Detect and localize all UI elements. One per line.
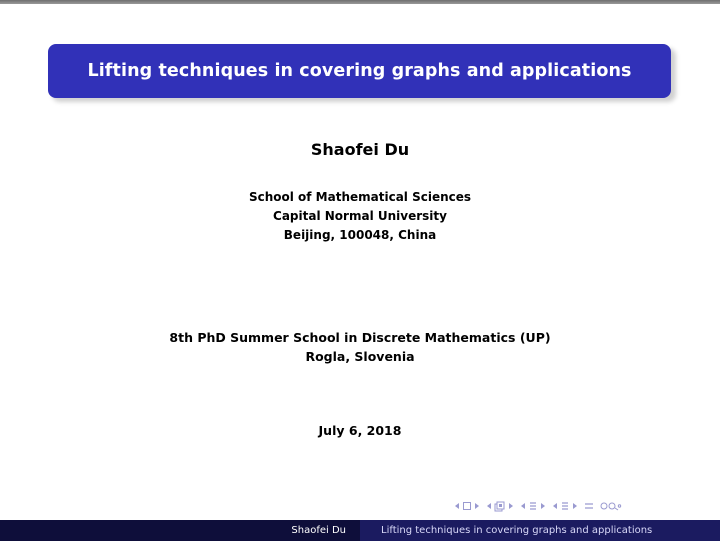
footer-author-panel xyxy=(0,520,360,541)
footer-title-panel xyxy=(360,520,720,541)
frame-icon[interactable] xyxy=(462,501,472,511)
subsection-icon[interactable] xyxy=(494,501,506,512)
search-icon[interactable] xyxy=(600,501,622,511)
author-name: Shaofei Du xyxy=(310,140,410,159)
event-name: 8th PhD Summer School in Discrete Mathematics (UP) xyxy=(169,330,551,345)
footer-title: Lifting techniques in covering graphs and applications xyxy=(381,525,653,536)
slide-title xyxy=(48,44,671,98)
footer-author: Shaofei Du xyxy=(291,525,346,536)
presentation-date: July 6, 2018 xyxy=(318,423,402,438)
prev-arrow-icon[interactable] xyxy=(552,502,558,510)
footer-bar xyxy=(0,520,720,541)
affiliation-school: School of Mathematical Sciences xyxy=(248,190,472,204)
affiliation-university: Capital Normal University xyxy=(273,209,447,223)
next-arrow-icon[interactable] xyxy=(508,502,514,510)
prev-arrow-icon[interactable] xyxy=(454,502,460,510)
next-arrow-icon[interactable] xyxy=(572,502,578,510)
nav-presentation-group xyxy=(552,501,578,511)
prev-arrow-icon[interactable] xyxy=(486,502,492,510)
top-border xyxy=(0,0,720,4)
affiliation-city: Beijing, 100048, China xyxy=(283,228,437,242)
nav-section-group xyxy=(520,501,546,511)
event-location: Rogla, Slovenia xyxy=(305,349,415,364)
prev-arrow-icon[interactable] xyxy=(520,502,526,510)
next-arrow-icon[interactable] xyxy=(474,502,480,510)
align-icon[interactable] xyxy=(584,501,594,511)
navigation-controls xyxy=(454,499,622,513)
nav-frame-group xyxy=(454,501,480,511)
nav-subsection-group xyxy=(486,501,514,512)
section-icon[interactable] xyxy=(528,501,538,511)
next-arrow-icon[interactable] xyxy=(540,502,546,510)
section-icon[interactable] xyxy=(560,501,570,511)
slide-title-text: Lifting techniques in covering graphs and applications xyxy=(87,61,632,81)
